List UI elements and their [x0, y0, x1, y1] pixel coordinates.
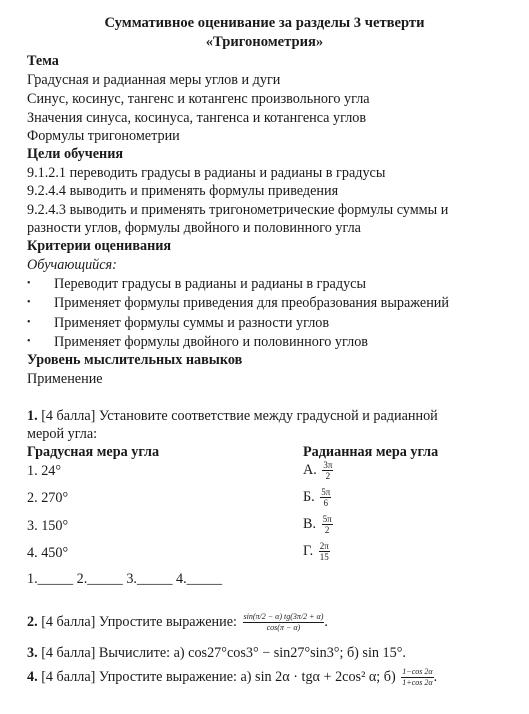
task2-text: [4 балла] Упростите выражение: [41, 613, 237, 630]
task3 [27, 644, 406, 662]
radian-label: В. [303, 515, 317, 532]
skills-value: Применение [27, 371, 103, 387]
title-line-1: Суммативное оценивание за разделы 3 четверти [104, 15, 425, 31]
fraction-denominator: cos(π − α) [266, 623, 301, 632]
task1-text-line2: мерой угла: [27, 426, 98, 442]
fraction-numerator: 5π [321, 487, 331, 497]
task1-text-line1: [4 балла] Установите соответствие между градусной и радианной [41, 408, 438, 424]
goal-item: 9.2.4.4 выводить и применять формулы приведения [27, 183, 339, 199]
goal-item: разности углов, формулы двойного и половинного угла [27, 220, 361, 236]
task4-fraction [401, 667, 433, 688]
criteria-item: Применяет формулы приведения для преобразования выражений [54, 295, 449, 311]
bullet-icon: • [27, 317, 31, 328]
skills-heading: Уровень мыслительных навыков [27, 352, 243, 368]
goals-heading: Цели обучения [27, 146, 124, 162]
fraction-numerator: 3π [323, 460, 333, 470]
fraction-denominator: 2 [325, 471, 331, 481]
task1-text [27, 407, 438, 425]
criteria-heading: Критерии оценивания [27, 238, 172, 254]
task4-end: . [433, 668, 438, 685]
task2-fraction [243, 612, 325, 633]
fraction-numerator: 2π [319, 541, 329, 551]
topic-heading: Тема [27, 53, 59, 69]
bullet-icon: • [27, 278, 31, 289]
task4 [27, 667, 437, 688]
radian-label: Г. [303, 542, 314, 559]
task3-number: 3. [27, 645, 38, 661]
radian-label: А. [303, 461, 317, 478]
criteria-subheading: Обучающийся: [27, 257, 117, 273]
task1-left-heading: Градусная мера угла [27, 444, 160, 460]
criteria-item: Переводит градусы в радианы и радианы в градусы [54, 276, 366, 292]
task2-end: . [324, 613, 328, 630]
radian-fraction [322, 460, 333, 481]
task1-right-heading: Радианная мера угла [303, 444, 439, 460]
fraction-numerator: sin(π/2 − α) tg(3π/2 + α) [243, 612, 324, 621]
fraction-numerator: 1−cos 2α [402, 667, 433, 676]
topic-item: Формулы тригонометрии [27, 128, 180, 144]
criteria-item: Применяет формулы суммы и разности углов [54, 315, 330, 331]
task2 [27, 612, 328, 633]
task1-answer-line: 1._____ 2._____ 3._____ 4._____ [27, 571, 223, 587]
bullet-icon: • [27, 297, 31, 308]
topic-item: Градусная и радианная меры углов и дуги [27, 72, 281, 88]
bullet-icon: • [27, 336, 31, 347]
task1-number: 1. [27, 408, 38, 424]
radian-fraction [319, 541, 330, 562]
title-line-2: «Тригонометрия» [205, 34, 324, 50]
radian-label: Б. [303, 488, 315, 505]
degree-item: 1. 24° [27, 463, 62, 479]
degree-item: 2. 270° [27, 490, 69, 506]
goal-item: 9.2.4.3 выводить и применять тригонометрические формулы суммы и [27, 202, 449, 218]
radian-fraction [322, 514, 333, 535]
goal-item: 9.1.2.1 переводить градусы в радианы и радианы в градусы [27, 165, 386, 181]
topic-item: Синус, косинус, тангенс и котангенс произвольного угла [27, 91, 370, 107]
fraction-denominator: 1+cos 2α [402, 678, 433, 687]
task2-number: 2. [27, 613, 38, 630]
radian-item [303, 514, 333, 535]
radian-item [303, 460, 333, 481]
fraction-denominator: 6 [323, 498, 329, 508]
radian-fraction [320, 487, 331, 508]
task4-text: [4 балла] Упростите выражение: а) sin 2α · tgα + 2cos² α; б) [41, 668, 396, 685]
degree-item: 4. 450° [27, 545, 69, 561]
fraction-denominator: 15 [319, 552, 329, 562]
criteria-item: Применяет формулы двойного и половинного углов [54, 334, 368, 350]
fraction-denominator: 2 [324, 525, 330, 535]
task4-number: 4. [27, 668, 38, 685]
topic-item: Значения синуса, косинуса, тангенса и котангенса углов [27, 110, 367, 126]
degree-item: 3. 150° [27, 518, 69, 534]
radian-item [303, 487, 331, 508]
fraction-numerator: 5π [322, 514, 332, 524]
task3-text: [4 балла] Вычислите: а) cos27°cos3° − sin27°sin3°; б) sin 15°. [41, 645, 406, 661]
radian-item [303, 541, 330, 562]
